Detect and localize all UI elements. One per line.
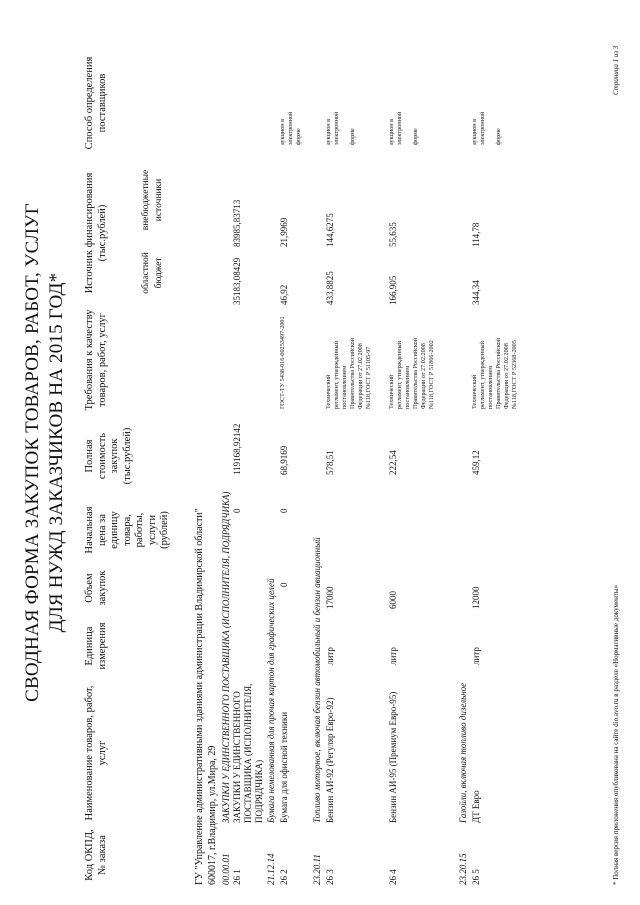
row4-budget: 166,905 <box>388 275 398 305</box>
row4-method-1: аукцион в <box>388 118 395 145</box>
group2-code: 23.20.11 <box>312 854 322 885</box>
row2-number: 26 2 <box>279 869 289 885</box>
header-financing: Источник финансирования (тыс.рублей) <box>84 172 108 294</box>
row3-req-5: Федерации от 27.02.2008 <box>357 343 364 409</box>
row3-name: Бензин АИ-92 (Регуляр Евро-92) <box>325 697 335 823</box>
document-subtitle: ДЛЯ НУЖД ЗАКАЗЧИКОВ НА 2015 ГОД* <box>46 272 67 633</box>
row5-budget: 344,34 <box>471 280 481 305</box>
row4-extra: 55,635 <box>388 222 398 247</box>
row3-extra: 144,6275 <box>325 213 335 247</box>
row4-qty: 6000 <box>388 591 398 609</box>
group1-title: Бумага немелованная для прочая картон для графических целей <box>266 578 276 823</box>
row1-budget: 35183,08429 <box>232 257 242 305</box>
header-total: Полная стоимость закупок (тыс.рублей) <box>84 427 133 485</box>
header-fin-extra: внебюджетные источники <box>141 169 164 231</box>
row3-qty: 17000 <box>325 586 335 609</box>
document-title: СВОДНАЯ ФОРМА ЗАКУПОК ТОВАРОВ, РАБОТ, УСЛУГ <box>22 203 43 702</box>
row2-name: Бумага для офисной техники <box>279 711 289 823</box>
page-number: Страница 1 из 3 <box>612 45 620 95</box>
row5-req-2: регламент, утвержденный <box>479 341 486 409</box>
row2-method-2: электронной <box>287 111 294 145</box>
header-unit: Единица измерения <box>84 622 108 670</box>
row4-req-5: Федерации от 27.02.2008 <box>420 343 427 409</box>
row5-name: ДТ Евро <box>471 790 481 823</box>
section-title: ЗАКУПКИ У ЕДИНСТВЕННОГО ПОСТАВЩИКА (ИСПОЛНИТЕЛЯ, ПОДРЯДЧИКА) <box>221 491 231 823</box>
row1-price: 0 <box>232 508 242 513</box>
row4-req-6: №118,ГОСТ Р 51866-2002 <box>428 340 435 409</box>
row3-method-1: аукцион в <box>325 118 332 145</box>
row5-method-3: форме <box>495 128 502 145</box>
group3-title: Газойли, включая топливо дизельное <box>458 682 468 823</box>
org-address: 600017, г.Владимир, ул.Мира, 29 <box>207 745 218 885</box>
org-name: ГУ "Управление административными зданиями администрации Владимирской области" <box>194 508 205 885</box>
row2-extra: 21,9969 <box>279 217 289 247</box>
row5-qty: 12000 <box>471 586 481 609</box>
row3-req-3: постановлением <box>341 365 348 409</box>
header-method: Способ определения поставщиков <box>84 56 108 150</box>
row2-method-3: форме <box>295 128 302 145</box>
row1-extra: 83985,83713 <box>232 199 242 247</box>
row5-number: 26 5 <box>471 869 481 885</box>
row1-total: 119168,92142 <box>232 423 242 475</box>
row2-method-1: аукцион в <box>279 118 286 145</box>
row3-budget: 433,8825 <box>325 271 335 305</box>
row5-method-1: аукцион в <box>471 118 478 145</box>
row4-req-1: Технический <box>388 374 395 409</box>
header-name: Наименование товаров, работ, услуг <box>84 685 108 821</box>
row2-budget: 46,92 <box>279 284 289 305</box>
row4-req-4: Правительства Российской <box>412 338 419 409</box>
row3-unit: литр <box>325 647 335 665</box>
row3-req-6: №118,ГОСТ Р 51105-97 <box>365 346 372 409</box>
footnote: * Полная версия приложения опубликована на сайте dio.avo.ru в разделе «Нормативные документы» <box>612 584 620 885</box>
header-qty: Объем закупок <box>84 570 108 606</box>
row4-method-3: форме <box>412 128 419 145</box>
row5-extra: 114,78 <box>471 222 481 247</box>
row5-req-4: Правительства Российской <box>495 338 502 409</box>
header-price: Начальная цена за единицу товара, работы, услуги (рублей) <box>84 506 170 554</box>
section-code: 00.00.01 <box>221 853 231 885</box>
row4-total: 222,54 <box>388 450 398 475</box>
row5-req-1: Технический <box>471 374 478 409</box>
row5-req-3: постановлением <box>487 365 494 409</box>
row3-req-4: Правительства Российской <box>349 338 356 409</box>
row4-req-3: постановлением <box>404 365 411 409</box>
row1-name: ЗАКУПКИ У ЕДИНСТВЕННОГО ПОСТАВЩИКА (ИСПОЛНИТЕЛЯ, ПОДРЯДЧИКА) <box>232 683 264 823</box>
group1-code: 21.12.14 <box>266 853 276 885</box>
row3-req-1: Технический <box>325 374 332 409</box>
row4-number: 26 4 <box>388 869 398 885</box>
row4-name: Бензин АИ-95 (Премиум Евро-95) <box>388 691 398 823</box>
row2-total: 68,9169 <box>279 445 289 475</box>
group2-title: Топливо моторное, включая бензин автомобильный и бензин авиационный <box>312 537 322 823</box>
header-fin-budget: областной бюджет <box>141 252 164 294</box>
header-requirements: Требования к качеству товаров, работ, услуг <box>84 309 108 411</box>
row4-unit: литр <box>388 647 398 665</box>
row5-method-2: электронной <box>479 111 486 145</box>
row2-price: 0 <box>279 508 289 513</box>
row5-req-6: №118,ГОСТ Р 52368-2005 <box>511 340 518 409</box>
row3-total: 578,51 <box>325 450 335 475</box>
row4-req-2: регламент, утвержденный <box>396 341 403 409</box>
row2-qty: 0 <box>279 582 289 587</box>
row1-number: 26 1 <box>232 869 242 885</box>
row5-req-5: Федерации от 27.02.2008 <box>503 343 510 409</box>
row3-method-3: форме <box>349 128 356 145</box>
row3-method-2: электронной <box>333 111 340 145</box>
row3-number: 26 3 <box>325 869 335 885</box>
row2-requirements: ГОСТ-ТУ 5438-016-00253497-2001 <box>279 316 286 409</box>
row3-req-2: регламент, утвержденный <box>333 341 340 409</box>
row5-total: 459,12 <box>471 450 481 475</box>
row4-method-2: электронной <box>396 111 403 145</box>
row5-unit: литр <box>471 647 481 665</box>
group3-code: 23.20.15 <box>458 853 468 885</box>
header-code: Код ОКПД, № заказа <box>84 829 108 881</box>
